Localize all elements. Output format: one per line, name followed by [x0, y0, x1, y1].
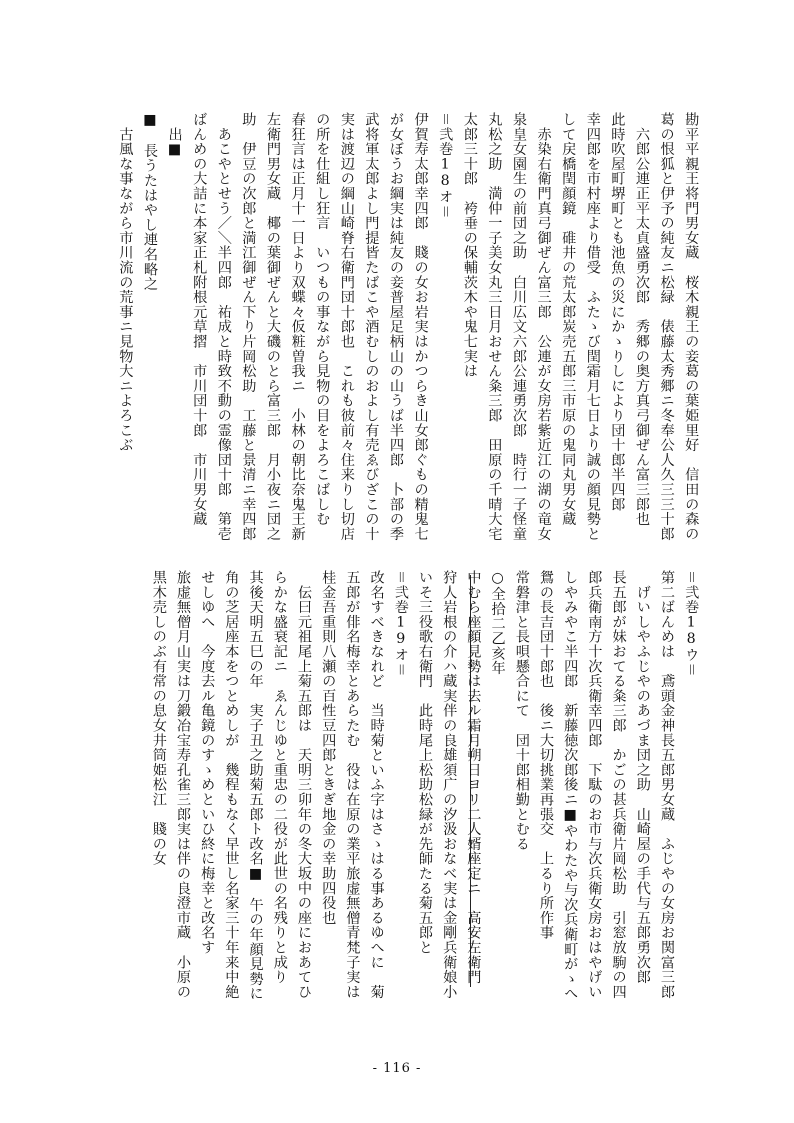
text-column: 左衛門男女蔵 椰の葉御ぜんと大磯のとら富三郎 月小夜ニ団之	[265, 112, 281, 542]
text-column: 伊賀寿太郎幸四郎 賤の女お岩実はかつらき山女郎ぐもの精鬼七	[412, 112, 429, 542]
text-column: ■ 長うたはやし連名略之	[142, 112, 158, 292]
text-column: 郎兵衛南方十次兵衛幸四郎 下駄のお市与次兵衛女房おはやげい	[586, 570, 603, 1000]
text-column: して戻橋閏顔鏡 碓井の荒太郎炭売五郎三市原の鬼同丸男女蔵	[560, 112, 577, 527]
text-column: せしゆへ 今度去ル亀鏡のすゝめといひ終に梅幸と改名す	[199, 570, 216, 955]
text-column: 助 伊豆の次郎と満江御ぜん下り片岡松助 工藤と景清ニ幸四郎	[240, 112, 257, 542]
text-column: 武将軍太郎よし門提皆たばこや酒むしのおよし有売ゑびざこの十	[363, 112, 380, 542]
text-column: 狩人岩根の介ハ蔵実伴の良雄須广の汐汲おなべ実は金剛兵衛娘小	[441, 570, 458, 1000]
text-column: 此時吹屋町堺町とも池魚の災にかゝりしにより団十郎半四郎	[609, 112, 626, 512]
text-column: らかな盛衰記ニ ゑんじゆと重忠の二役が此世の名残りと成り	[271, 570, 288, 985]
text-column: ○全拾二乙亥年	[489, 570, 506, 676]
text-column: 伝曰元祖尾上菊五郎は 天明三卯年の冬大坂中の座におあてひ	[296, 570, 312, 1000]
text-column: 改名すべきなれど 当時菊といふ字はさゝはる事あるゆへに 菊	[368, 570, 385, 1000]
text-column: ばんめの大詰に本家正札附根元草摺 市川団十郎 市川男女蔵	[191, 112, 208, 527]
text-column: 旅虚無僧月山実は刀鍛冶宝寿孔雀三郎実は伴の良澄市蔵 小原の	[175, 570, 191, 1000]
text-column: 泉皇女園生の前団之助 白川広文六郎公連勇次郎 時行一子怪童	[511, 112, 527, 542]
text-column: 鴛の長吉団十郎也 後ニ大切挑業再張交 上るり所作事	[538, 570, 554, 940]
text-column: 桂金吾重則八瀬の百性豆四郎ときぎ地金の幸助四役也	[320, 570, 337, 926]
text-column: 葛の恨狐と伊予の純友ニ松緑 俵藤太秀郷ニ冬奉公人久三三十郎	[658, 112, 675, 542]
text-column: げいしやふじやのあづま団之助 山崎屋の手代与五郎勇次郎	[634, 570, 651, 985]
text-column: 実は渡辺の綱山崎脊右衛門団十郎也 これも彼前々住来りし切店	[338, 112, 355, 542]
text-column: 常磐津と長唄懸合にて 団十郎相勤とむる	[513, 570, 530, 852]
text-column: ＝弐巻18オ＝	[437, 112, 454, 220]
text-column: 其後天明五巳の年 実子丑之助菊五郎ト改名■ 午の年顔見勢に	[247, 570, 264, 1001]
text-column: 赤染右衛門真弓御ぜん富三郎 公連が女房若紫近江の湖の竜女	[535, 112, 552, 542]
text-column: 出■	[166, 112, 183, 159]
text-column: ＝弐巻19オ＝	[392, 570, 409, 678]
text-column: の所を仕組し狂言 いつもの事ながら見物の目をよろこばしむ	[314, 112, 331, 527]
text-column: 中むら座顔見勢は去ル霜月朔日ヨリ二人婿座定ニ 高安左衛門	[465, 570, 482, 985]
text-column: 黒木売しのぶ有常の息女井筒姫松江 賤の女	[150, 570, 167, 866]
text-column: 第二ばんめは 鳶頭金神長五郎男女蔵 ふじやの女房お関富三郎	[659, 570, 675, 1000]
text-column: 長五郎が妹おてる粂三郎 かごの甚兵衛片岡松助 引窓放駒の四	[610, 570, 627, 1000]
page-number: - 116 -	[372, 1061, 422, 1076]
text-column: 太郎三十郎 袴垂の保輔茨木や鬼七実は	[461, 112, 478, 379]
text-column: いそ三役歌右衛門 此時尾上松助松緑が先師たる菊五郎と	[417, 570, 433, 955]
text-column: ＝弐巻18ウ＝	[683, 570, 700, 678]
text-column: 古風な事ながら市川流の荒事ニ見物大ニよろこぶ	[117, 112, 134, 453]
text-column: 勘平平親王将門男女蔵 桜木親王の妾葛の葉姫里好 信田の森の	[683, 112, 700, 542]
text-column: 幸四郎を市村座より借受 ふたゝび閏霜月七日より誠の顔見勢と	[584, 112, 601, 542]
text-column: 六郎公連正平太貞盛勇次郎 秀郷の奥方真弓御ぜん富三郎也	[634, 112, 650, 527]
text-column: 角の芝居座本をつとめしが 幾程もなく早世し名家三十年来中絶	[223, 570, 240, 1000]
text-column: 五郎が俳名梅幸とあらたむ 役は在原の業平旅虚無僧青梵子実は	[344, 570, 361, 1000]
text-column: 丸松之助 満仲一子美女丸三日月おせん粂三郎 田原の千晴大宅	[486, 112, 503, 542]
text-column: あこやとせう／＼半四郎 祐成と時致不動の霊像団十郎 第壱	[215, 112, 232, 542]
text-column: 春狂言は正月十一日より双蝶々仮粧曽我ニ 小林の朝比奈鬼王新	[289, 112, 306, 542]
text-column: しやみやこ半四郎 新藤徳次郎後ニ■やわたや与次兵衛町がゝへ	[562, 570, 579, 1001]
text-column: が女ぼうお綱実は純友の妾普屋足柄山の山うば半四郎 卜部の季	[388, 112, 404, 542]
